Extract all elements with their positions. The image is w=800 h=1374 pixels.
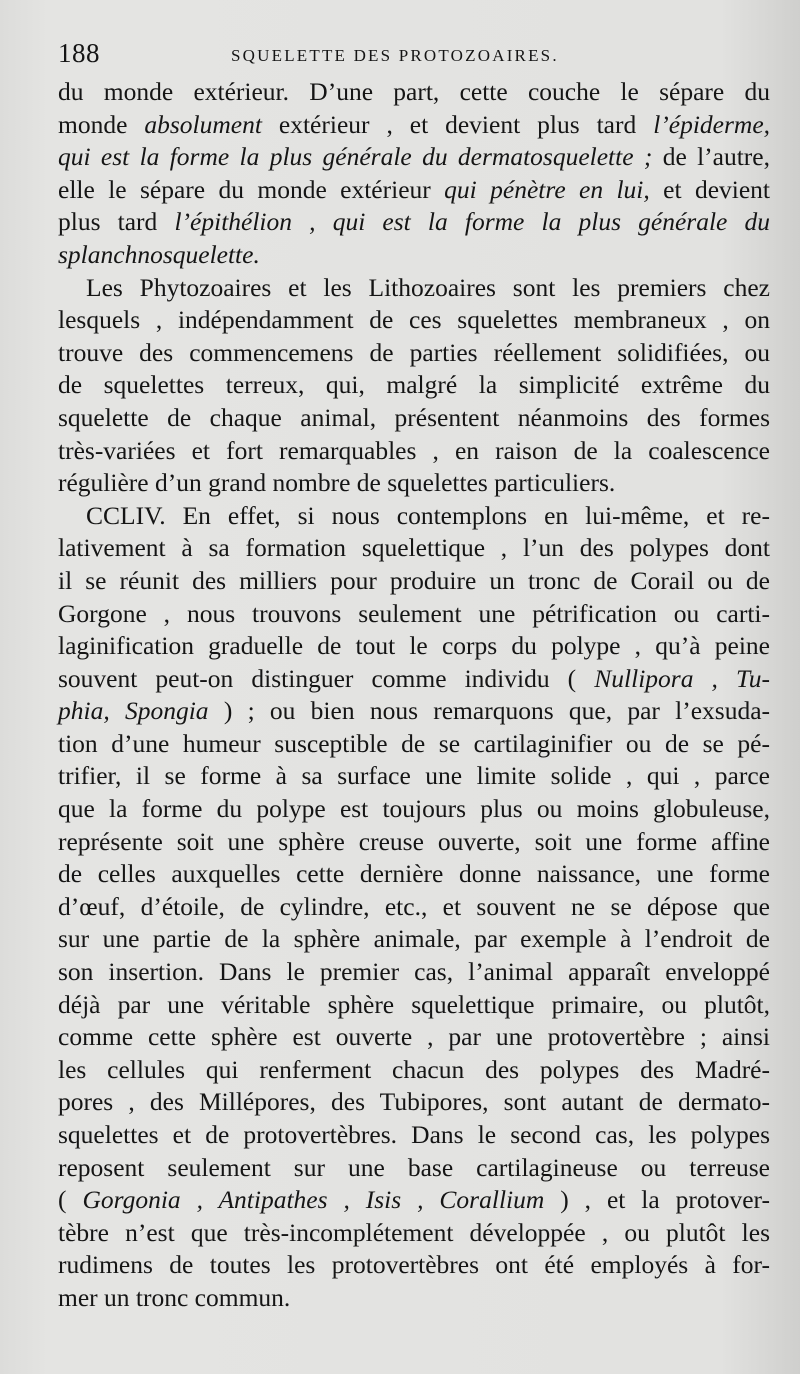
text-line: régulière d’un grand nombre de squelettes particuliers. — [58, 468, 616, 498]
text-line: très-variées et fort remarquables , en raison de la coalescence — [58, 435, 770, 465]
text-line: trifier, il se forme à sa surface une limite solide , qui , parce — [58, 761, 770, 791]
text-line: splanchnosquelette. — [58, 239, 260, 269]
text-line: rudimens de toutes les protovertèbres ont été employés à for- — [58, 1250, 770, 1280]
text-line: tèbre n’est que très-incomplétement développée , ou plutôt les — [58, 1217, 770, 1247]
text-line: souvent peut-on distinguer comme individu ( Nullipora , Tu- — [58, 663, 771, 693]
text-line: comme cette sphère est ouverte , par une protovertèbre ; ainsi — [58, 1022, 770, 1052]
text-line: lesquels , indépendamment de ces squelettes membraneux , on — [58, 305, 770, 335]
page-number: 188 — [58, 38, 100, 68]
text-line: représente soit une sphère creuse ouverte, soit une forme affine — [58, 826, 770, 856]
running-title: SQUELETTE DES PROTOZOAIRES. — [231, 46, 559, 65]
text-line: Gorgone , nous trouvons seulement une pétrification ou carti- — [58, 598, 770, 628]
text-line: phia, Spongia ) ; ou bien nous remarquons que, par l’exsuda- — [58, 696, 771, 726]
body-text — [58, 76, 770, 1315]
section-start: CCLIV. En effet, si nous contemplons en lui-même, et re- — [86, 500, 770, 530]
text-line: elle le sépare du monde extérieur qui pénètre en lui, et devient — [58, 174, 771, 204]
text-line: squelette de chaque animal, présentent néanmoins des formes — [58, 402, 770, 432]
text-line: ( Gorgonia , Antipathes , Isis , Corallium ) , et la protover- — [58, 1185, 770, 1215]
text-line: il se réunit des milliers pour produire un tronc de Corail ou de — [58, 565, 770, 595]
text-line: déjà par une véritable sphère squelettique primaire, ou plutôt, — [58, 989, 770, 1019]
text-line: squelettes et de protovertèbres. Dans le second cas, les polypes — [58, 1120, 770, 1149]
page-header — [58, 38, 770, 78]
text-line: pores , des Millépores, des Tubipores, sont autant de dermato- — [58, 1087, 770, 1117]
text-line: trouve des commencemens de parties réellement solidifiées, ou — [58, 337, 770, 367]
text-line: plus tard l’épithélion , qui est la forme la plus générale du — [58, 207, 771, 237]
text-line: qui est la forme la plus générale du dermatosquelette ; de l’autre, — [58, 142, 770, 172]
text-line: du monde extérieur. D’une part, cette couche le sépare du — [58, 77, 770, 106]
text-line: mer un tronc commun. — [58, 1282, 291, 1312]
text-line: lativement à sa formation squelettique , l’un des polypes dont — [58, 533, 770, 563]
text-line: de celles auxquelles cette dernière donne naissance, une forme — [58, 859, 770, 889]
text-line: tion d’une humeur susceptible de se cartilaginifier ou de se pé- — [58, 728, 770, 758]
text-line: laginification graduelle de tout le corps du polype , qu’à peine — [58, 631, 770, 661]
text-line: les cellules qui renferment chacun des polypes des Madré- — [58, 1054, 770, 1084]
text-line: d’œuf, d’étoile, de cylindre, etc., et souvent ne se dépose que — [58, 891, 770, 921]
text-line: que la forme du polype est toujours plus ou moins globuleuse, — [58, 794, 770, 824]
text-line: son insertion. Dans le premier cas, l’animal apparaît enveloppé — [58, 957, 770, 987]
paragraph-start: Les Phytozoaires et les Lithozoaires sont les premiers chez — [86, 272, 770, 302]
text-line: reposent seulement sur une base cartilagineuse ou terreuse — [58, 1152, 770, 1182]
text-line: de squelettes terreux, qui, malgré la simplicité extrême du — [58, 370, 770, 400]
text-line: monde absolument extérieur , et devient plus tard l’épiderme, — [58, 109, 771, 139]
text-line: sur une partie de la sphère animale, par exemple à l’endroit de — [58, 924, 770, 954]
